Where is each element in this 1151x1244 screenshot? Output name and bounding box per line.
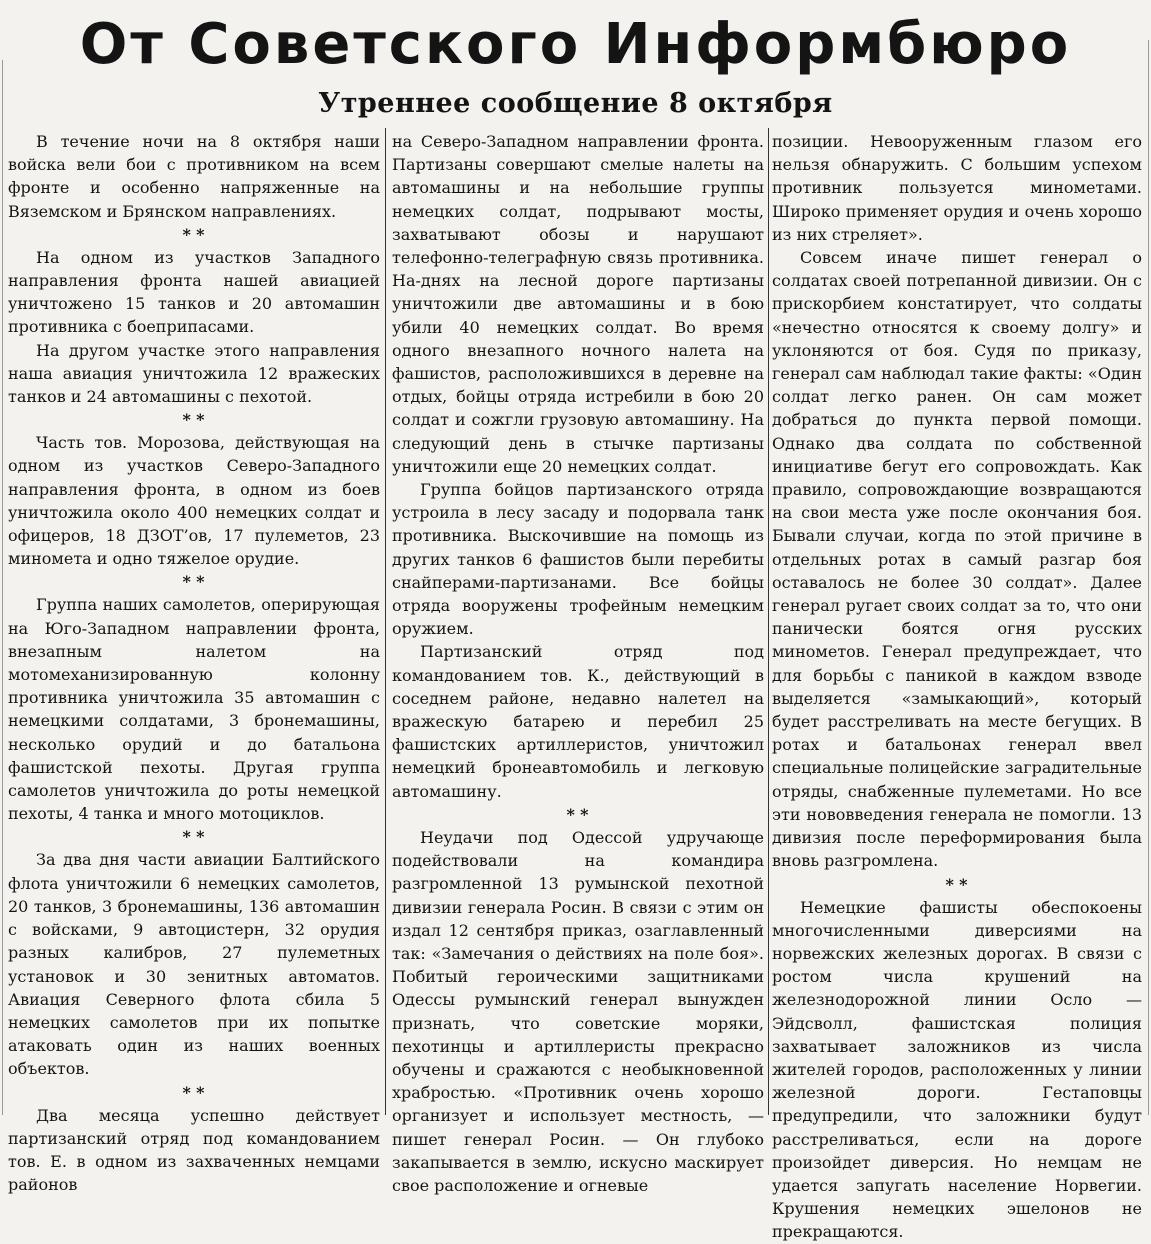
headline-title: От Советского Информбюро bbox=[79, 12, 1072, 77]
column-rule-2 bbox=[768, 128, 769, 1115]
article-paragraph: За два дня части авиации Балтийского флота уничтожили 6 немецких самолетов, 20 танков, 3 бронемашины, 136 автомашин с войсками, 9 автоцистерн, 32 орудия разных калибров, 27 пулеметных установок и 30 зенитных автоматов. Авиация Северного флота сбила 5 немецких самолетов при их попытке атаковать один из наших военных объектов. bbox=[8, 850, 380, 1079]
article-column-2 bbox=[392, 130, 764, 1195]
article-paragraph: Группа бойцов партизанского отряда устроила в лесу засаду и подорвала танк противника. Выскочившие на помощь из других танков 6 фашистов были перебиты снайперами-партизанами. Все бойцы отряда вооружены трофейным немецким оружием. bbox=[392, 480, 764, 639]
section-separator: * * bbox=[182, 410, 206, 430]
page-edge-rule-right bbox=[1148, 40, 1149, 1115]
section-separator: * * bbox=[182, 827, 206, 847]
section-separator: * * bbox=[182, 1082, 206, 1102]
article-paragraph: на Северо-Западном направлении фронта. Партизаны совершают смелые налеты на автомашины и на небольшие группы немецких солдат, подрывают мосты, захватывают обозы и нарушают телефонно-телеграфную связь противника. На-днях на лесной дороге партизаны уничтожили две автомашины и в бою убили 40 немецких солдат. Во время одного внезапного ночного налета на фашистов, расположившихся в деревне на отдых, бойцы отряда истребили в бою 20 солдат и сожгли грузовую автомашину. На следующий день в стычке партизаны уничтожили еще 20 немецких солдат. bbox=[392, 132, 764, 476]
article-paragraph: Совсем иначе пишет генерал о солдатах своей потрепанной дивизии. Он с прискорбием констатирует, что солдаты «нечестно относятся к своему долгу» и уклоняются от боя. Судя по приказу, генерал сам наблюдал такие факты: «Один солдат легко ранен. Он сам может добраться до пункта первой помощи. Однако два солдата по собственной инициативе бегут его сопровождать. Как правило, сопровождающие возвращаются на свои места уже после окончания боя. Бывали случаи, когда по этой причине в отдельных ротах в самый разгар боя оставалось не более 30 солдат». Далее генерал ругает своих солдат за то, что они панически боятся огня русских минометов. Генерал предупреждает, что для борьбы с паникой в каждом взводе выделяется «замыкающий», который будет расстреливать на месте бегущих. В ротах и батальонах генерал ввел специальные полицейские заградительные отряды, снабженные пулеметами. Но все эти нововведения генерала не помогли. 13 дивизия после переформирования была вновь разгромлена. bbox=[772, 248, 1142, 871]
column-rule-1 bbox=[385, 128, 386, 1115]
article-paragraph: В течение ночи на 8 октября наши войска вели бои с противником на всем фронте и особенно напряженные на Вяземском и Брянском направлениях. bbox=[8, 132, 380, 221]
headline-subtitle: Утреннее сообщение 8 октября bbox=[318, 88, 833, 119]
article-paragraph: На другом участке этого направления наша авиация уничтожила 12 вражеских танков и 24 автомашины с пехотой. bbox=[8, 340, 380, 407]
section-separator: * * bbox=[945, 874, 969, 894]
article-paragraph: Немецкие фашисты обеспокоены многочисленными диверсиями на норвежских железных дорогах. В связи с ростом числа крушений на железнодорожной линии Осло — Эйдсволл, фашистская полиция захватывает заложников из числа жителей городов, расположенных у линии железной дороги. Гестаповцы предупредили, что заложники будут расстреливаться, если на дороге произойдет диверсия. Но немцам не удается запугать население Норвегии. Крушения немецких эшелонов не прекращаются. bbox=[772, 897, 1142, 1242]
section-separator: * * bbox=[566, 804, 590, 824]
article-paragraph: На одном из участков Западного направления фронта нашей авиацией уничтожено 15 танков и 20 автомашин противника с боеприпасами. bbox=[8, 247, 380, 337]
section-separator: * * bbox=[182, 572, 206, 592]
article-paragraph: Неудачи под Одессой удручающе подействовали на командира разгромленной 13 румынской пехотной дивизии генерала Росин. В связи с этим он издал 12 сентября приказ, озаглавленный так: «Замечания о действиях на поле боя». Побитый героическими защитниками Одессы румынский генерал вынужден признать, что советские моряки, пехотинцы и артиллеристы прекрасно обучены и сражаются с необыкновенной храбростью. «Противник очень хорошо организует и использует местность, — пишет генерал Росин. — Он глубоко закапывается в землю, искусно маскирует свое расположение и огневые bbox=[392, 827, 764, 1195]
article-paragraph: Группа наших самолетов, оперирующая на Юго-Западном направлении фронта, внезапным налетом на мотомеханизированную колонну противника уничтожила 35 автомашин с немецкими солдатами, 3 бронемашины, несколько орудий и до батальона фашистской пехоты. Другая группа самолетов уничтожила до роты немецкой пехоты, 4 танка и много мотоциклов. bbox=[8, 595, 380, 824]
page-edge-rule-left bbox=[2, 60, 3, 1115]
article-column-3 bbox=[772, 130, 1142, 1242]
article-paragraph: позиции. Невооруженным глазом его нельзя обнаружить. С большим успехом противник пользуется минометами. Широко применяет орудия и очень хорошо из них стреляет». bbox=[772, 132, 1142, 244]
article-column-1 bbox=[8, 130, 380, 1195]
article-paragraph: Два месяца успешно действует партизанский отряд под командованием тов. Е. в одном из захваченных немцами районов bbox=[8, 1105, 380, 1195]
article-paragraph: Часть тов. Морозова, действующая на одном из участков Северо-Западного направления фронта, в одном из боев уничтожила около 400 немецких солдат и офицеров, 18 ДЗОТ’ов, 17 пулеметов, 23 миномета и одно тяжелое орудие. bbox=[8, 433, 380, 569]
article-paragraph: Партизанский отряд под командованием тов. К., действующий в соседнем районе, недавно налетел на вражескую батарею и перебил 25 фашистских артиллеристов, уничтожил немецкий бронеавтомобиль и легковую автомашину. bbox=[392, 642, 764, 801]
section-separator: * * bbox=[182, 224, 206, 244]
